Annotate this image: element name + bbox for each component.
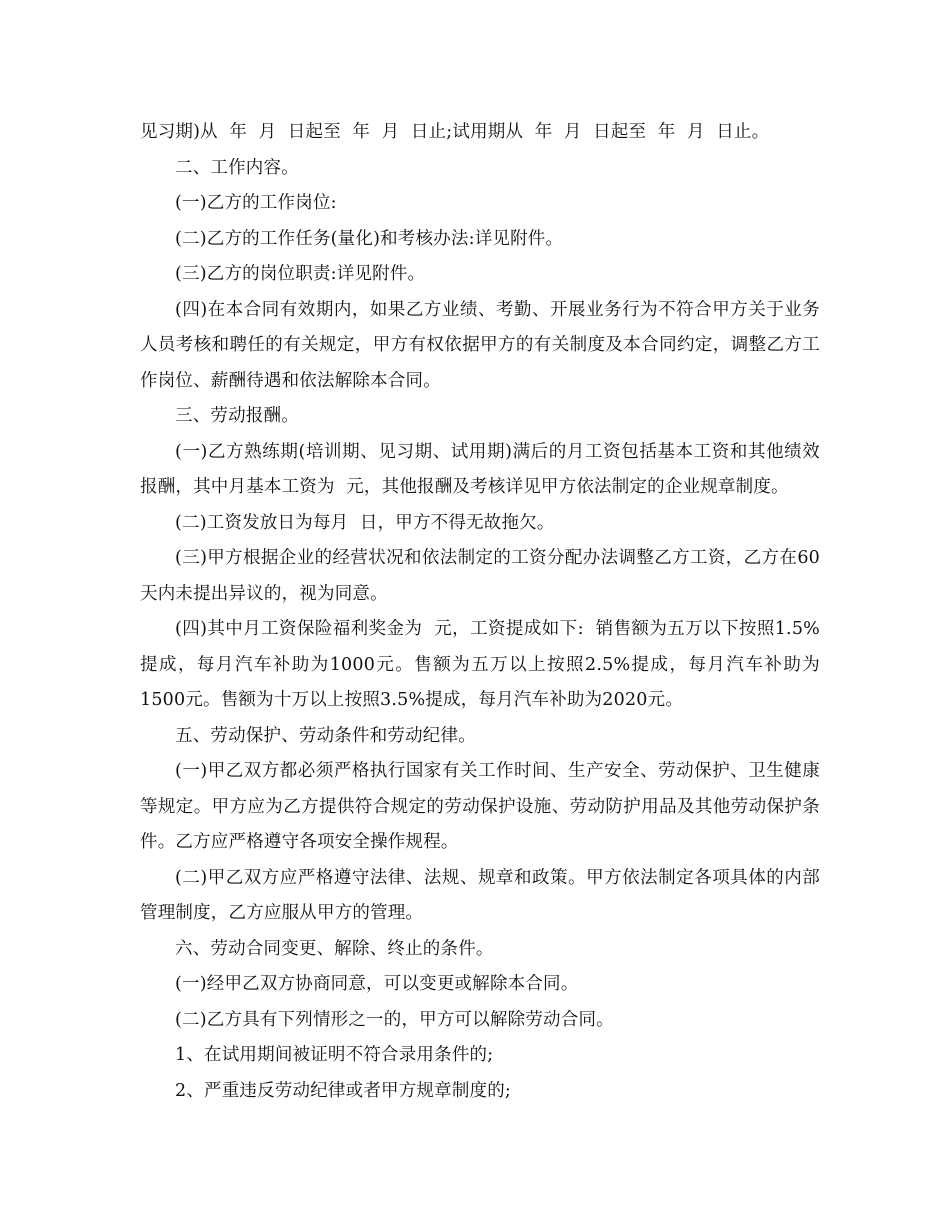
heading-contract-changes: 六、劳动合同变更、解除、终止的条件。	[175, 938, 494, 959]
paragraph-post-duties: (三)乙方的岗位职责:详见附件。	[175, 264, 426, 284]
list-item-probation-failure: 1、在试用期间被证明不符合录用条件的;	[175, 1045, 494, 1065]
heading-remuneration: 三、劳动报酬。	[175, 406, 299, 426]
paragraph-mutual-agreement: (一)经甲乙双方协商同意，可以变更或解除本合同。	[175, 974, 579, 994]
paragraph-compliance: (二)甲乙双方应严格遵守法律、法规、规章和政策。甲方依法制定各项具体的内部管理制度，乙方应服从甲方的管理。	[140, 867, 820, 923]
paragraph-payday: (二)工资发放日为每月 日，甲方不得无故拖欠。	[175, 512, 555, 533]
paragraph-work-post: (一)乙方的工作岗位:	[175, 193, 337, 213]
paragraph-work-tasks: (二)乙方的工作任务(量化)和考核办法:详见附件。	[175, 228, 564, 249]
paragraph-salary-adjustment: (三)甲方根据企业的经营状况和依法制定的工资分配办法调整乙方工资，乙方在60天内未提出异议的，视为同意。	[140, 548, 820, 604]
list-item-serious-violation: 2、严重违反劳动纪律或者甲方规章制度的;	[175, 1080, 512, 1101]
paragraph-adjustment-rights: (四)在本合同有效期内，如果乙方业绩、考勤、开展业务行为不符合甲方关于业务人员考核和聘任的有关规定，甲方有权依据甲方的有关制度及本合同约定，调整乙方工作岗位、薪酬待遇和依法解除本合同。	[140, 299, 820, 391]
paragraph-probation-period: 见习期)从 年 月 日起至 年 月 日止;试用期从 年 月 日起至 年 月 日止。	[140, 122, 770, 142]
heading-labor-protection: 五、劳动保护、劳动条件和劳动纪律。	[175, 725, 476, 746]
heading-work-content: 二、工作内容。	[175, 157, 299, 178]
paragraph-safety-regulations: (一)甲乙双方都必须严格执行国家有关工作时间、生产安全、劳动保护、卫生健康等规定。甲方应为乙方提供符合规定的劳动保护设施、劳动防护用品及其他劳动保护条件。乙方应严格遵守各项安全操作规程。	[140, 761, 820, 852]
paragraph-termination-conditions: (二)乙方具有下列情形之一的，甲方可以解除劳动合同。	[175, 1009, 614, 1030]
paragraph-monthly-salary: (一)乙方熟练期(培训期、见习期、试用期)满后的月工资包括基本工资和其他绩效报酬，其中月基本工资为 元，其他报酬及考核详见甲方依法制定的企业规章制度。	[140, 441, 820, 497]
document-body	[140, 115, 820, 1109]
paragraph-commission: (四)其中月工资保险福利奖金为 元，工资提成如下: 销售额为五万以下按照1.5%提成，每月汽车补助为1000元。售额为五万以上按照2.5%提成，每月汽车补助为1500元。售额为十万以上按照3.5%提成，每月汽车补助为2020元。	[140, 619, 820, 710]
